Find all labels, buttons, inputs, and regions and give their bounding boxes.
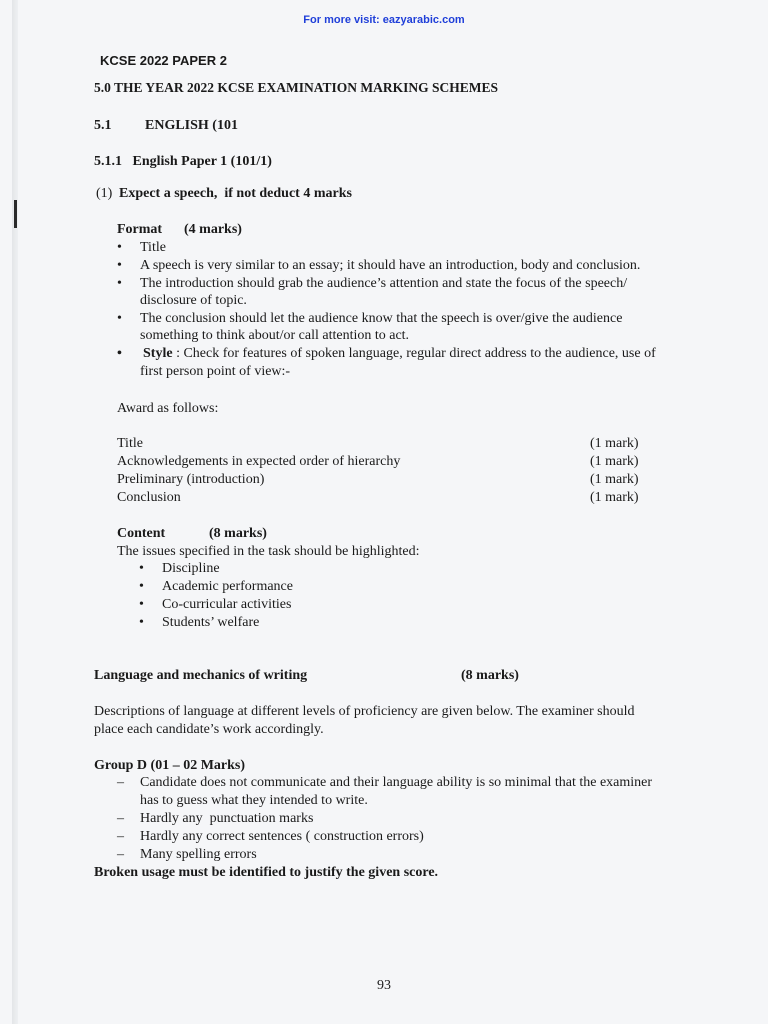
bullet-icon: • [139, 615, 144, 630]
format-bullet-continuation: disclosure of topic. [140, 293, 247, 308]
content-item: Academic performance [162, 579, 293, 594]
content-marks: (8 marks) [209, 526, 267, 541]
dash-icon: – [117, 829, 124, 844]
paper-heading: 5.1.1 English Paper 1 (101/1) [94, 154, 272, 169]
award-mark: (1 mark) [590, 454, 639, 469]
format-bullet-continuation: something to think about/or call attention to act. [140, 328, 410, 343]
format-bullet: A speech is very similar to an essay; it should have an introduction, body and conclusion. [140, 258, 641, 273]
format-bullet: The conclusion should let the audience know that the speech is over/give the audience [140, 311, 623, 326]
language-description-continuation: place each candidate’s work accordingly. [94, 722, 324, 737]
group-d-note: Broken usage must be identified to justify the given score. [94, 865, 439, 880]
bullet-icon: • [117, 240, 122, 255]
page-edge [12, 0, 18, 1024]
document-header: KCSE 2022 PAPER 2 [100, 53, 227, 68]
award-item: Acknowledgements in expected order of hierarchy [117, 454, 401, 469]
award-item: Conclusion [117, 490, 181, 505]
bullet-icon: • [139, 561, 144, 576]
style-text: : Check for features of spoken language, regular direct address to the audience, use of [176, 346, 656, 361]
dash-icon: – [117, 847, 124, 862]
content-item: Co-curricular activities [162, 597, 292, 612]
banner-link[interactable]: For more visit: eazyarabic.com [303, 14, 465, 26]
bullet-icon: • [117, 346, 122, 361]
bullet-icon: • [117, 258, 122, 273]
group-d-item: Hardly any punctuation marks [140, 811, 314, 826]
award-mark: (1 mark) [590, 472, 639, 487]
content-item: Students’ welfare [162, 615, 260, 630]
subsection-number: 5.1 [94, 118, 112, 133]
award-intro: Award as follows: [117, 401, 219, 416]
format-bullet: Title [140, 240, 166, 255]
award-item: Preliminary (introduction) [117, 472, 265, 487]
award-mark: (1 mark) [590, 490, 639, 505]
dash-icon: – [117, 775, 124, 790]
subsection-title: ENGLISH (101 [145, 118, 238, 133]
group-d-label: Group D (01 – 02 Marks) [94, 758, 246, 773]
format-label: Format [117, 222, 163, 237]
content-intro: The issues specified in the task should be highlighted: [117, 544, 420, 559]
group-d-item: Many spelling errors [140, 847, 257, 862]
language-label: Language and mechanics of writing [94, 668, 308, 683]
format-bullet: The introduction should grab the audience’s attention and state the focus of the speech/ [140, 276, 628, 291]
question-text: Expect a speech, if not deduct 4 marks [119, 186, 352, 201]
language-description: Descriptions of language at different levels of proficiency are given below. The examiner should [94, 704, 635, 719]
bullet-icon: • [117, 311, 122, 326]
award-mark: (1 mark) [590, 436, 639, 451]
dash-icon: – [117, 811, 124, 826]
language-marks: (8 marks) [461, 668, 519, 683]
edge-mark [14, 200, 17, 228]
content-item: Discipline [162, 561, 220, 576]
content-label: Content [117, 526, 166, 541]
award-item: Title [117, 436, 143, 451]
style-line [143, 346, 656, 362]
style-label: Style [143, 346, 173, 361]
bullet-icon: • [139, 597, 144, 612]
bullet-icon: • [139, 579, 144, 594]
question-number: (1) [96, 186, 113, 201]
group-d-item-continuation: has to guess what they intended to write. [140, 793, 368, 808]
format-marks: (4 marks) [184, 222, 242, 237]
style-text-continuation: first person point of view:- [140, 364, 291, 379]
section-title: 5.0 THE YEAR 2022 KCSE EXAMINATION MARKING SCHEMES [94, 80, 499, 95]
group-d-item: Candidate does not communicate and their language ability is so minimal that the examiner [140, 775, 653, 790]
bullet-icon: • [117, 276, 122, 291]
page-number: 93 [377, 978, 391, 993]
group-d-item: Hardly any correct sentences ( construction errors) [140, 829, 424, 844]
